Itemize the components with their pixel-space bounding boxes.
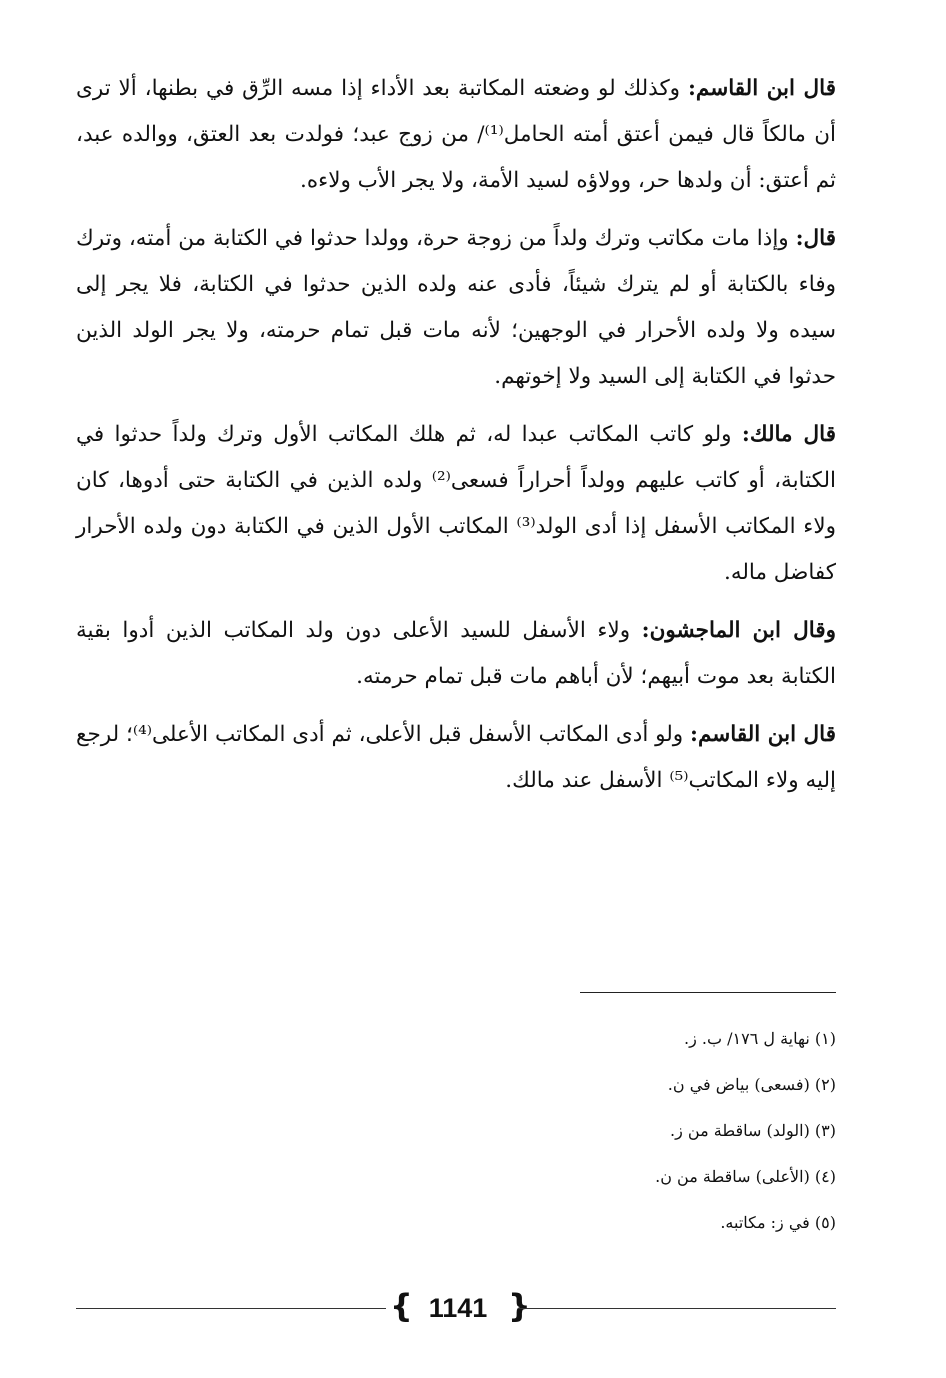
brace-right-ornament: }: [508, 1287, 531, 1325]
paragraph-lead: قال ابن القاسم:: [687, 76, 836, 101]
paragraph-text: وإذا مات مكاتب وترك ولداً من زوجة حرة، وولدا حدثوا في الكتابة من أمته، وترك وفاء بالكتابة أو لم يترك شيئاً، فأدى عنه ولده الذين حدثوا في الكتابة، فلا يجر إلى سيده ولا ولده الأحرار في الوجهين؛ لأنه مات قبل تمام حرمته، ولا يجر الولد الذين حدثوا في الكتابة إلى السيد ولا إخوتهم.: [76, 226, 836, 389]
page-footer: [76, 1286, 836, 1330]
footnotes: [400, 1016, 836, 1246]
footnote-3: (٣) (الولد) ساقطة من ز.: [670, 1121, 836, 1140]
paragraph-4: [76, 608, 836, 700]
footer-rule-right: [518, 1308, 836, 1309]
paragraph-lead: قال ابن القاسم:: [690, 722, 836, 747]
paragraph-text: ولو أدى المكاتب الأسفل قبل الأعلى، ثم أدى المكاتب الأعلى⁽⁴⁾؛ لرجع إليه ولاء المكاتب⁽⁵⁾ الأسفل عند مالك.: [76, 722, 836, 793]
footnote-2: (٢) (فسعى) بياض في ن.: [667, 1075, 836, 1094]
paragraph-lead: قال:: [795, 226, 836, 251]
footer-rule-left: [76, 1308, 386, 1309]
paragraph-text: وكذلك لو وضعته المكاتبة بعد الأداء إذا مسه الرِّق في بطنها، ألا ترى أن مالكاً قال فيمن أعتق أمته الحامل⁽¹⁾/ من زوج عبد؛ فولدت بعد العتق، ووالده عبد، ثم أعتق: أن ولدها حر، وولاؤه لسيد الأمة، ولا يجر الأب ولاءه.: [76, 76, 836, 193]
footnote-5: (٥) في ز: مكاتبه.: [720, 1213, 836, 1232]
paragraph-5: [76, 712, 836, 804]
paragraph-lead: قال مالك:: [741, 422, 836, 447]
brace-left-ornament: {: [390, 1287, 413, 1325]
paragraph-1: [76, 66, 836, 204]
paragraph-2: [76, 216, 836, 400]
footnote-1: (١) نهاية ل ١٧٦/ ب. ز.: [683, 1029, 836, 1048]
page-number: 1141: [428, 1293, 488, 1323]
paragraph-text: ولاء الأسفل للسيد الأعلى دون ولد المكاتب الذين أدوا بقية الكتابة بعد موت أبيهم؛ لأن أباهم مات قبل تمام حرمته.: [76, 618, 836, 689]
paragraph-3: [76, 412, 836, 596]
footnote-divider: [580, 992, 836, 993]
main-text: [76, 66, 836, 816]
footnote-4: (٤) (الأعلى) ساقطة من ن.: [655, 1167, 836, 1186]
paragraph-text: ولو كاتب المكاتب عبدا له، ثم هلك المكاتب الأول وترك ولداً حدثوا في الكتابة، أو كاتب عليهم وولداً أحراراً فسعى⁽²⁾ ولده الذين في الكتابة حتى أدوها، كان ولاء المكاتب الأسفل إذا أدى الولد⁽³⁾ المكاتب الأول الذين في الكتابة دون ولده الأحرار كفاضل ماله.: [76, 422, 836, 585]
paragraph-lead: وقال ابن الماجشون:: [641, 618, 836, 643]
